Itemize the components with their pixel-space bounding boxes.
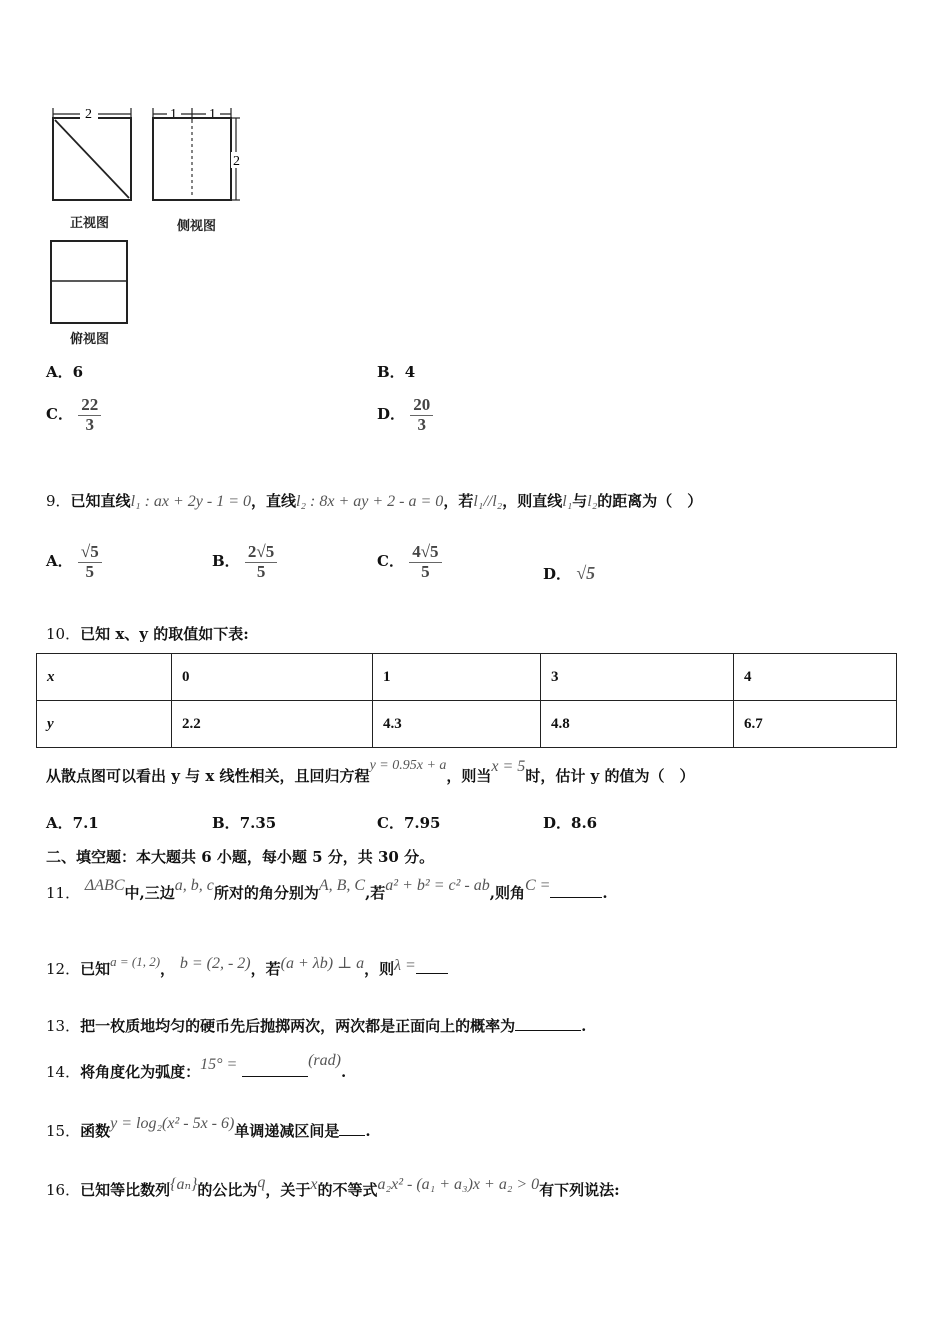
q8-option-a[interactable]: A．6 <box>46 363 84 381</box>
q9-option-a[interactable]: A． $\frac{√5}{5}$ <box>46 543 102 581</box>
table-row: y 2.2 4.3 4.8 6.7 <box>37 701 897 748</box>
answer-blank[interactable] <box>242 1062 308 1077</box>
q9-stem: 9．已知直线l₁ : ax + 2y - 1 = 0，直线l₂ : 8x + ay + 2 - a = 0，若l₁//l₂，则直线l₁与l₂的距离为（ ） <box>46 492 703 510</box>
q8-option-d-fraction: $\frac{20}{3}$ <box>410 396 433 434</box>
three-view-figure <box>40 96 260 351</box>
section-heading: 二、填空题：本大题共 6 小题，每小题 5 分，共 30 分。 <box>46 848 435 866</box>
q8-option-c[interactable]: C． $\frac{22}{3}$ <box>46 396 101 434</box>
q9-option-b[interactable]: B． $\frac{2√5}{5}$ <box>212 543 277 581</box>
q12: 12．已知a = (1, 2)， b = (2, - 2)，若(a + λb) ⊥ a，则λ = <box>46 958 448 979</box>
dim-front-width: 2 <box>85 107 92 122</box>
answer-blank[interactable] <box>416 959 448 974</box>
q10-option-c[interactable]: C．7.95 <box>377 814 441 832</box>
q10-table <box>36 653 897 748</box>
q10-regression-line: 从散点图可以看出 y 与 x 线性相关，且回归方程y = 0.95x + a，则当x = 5时，估计 y 的值为（ ） <box>46 758 695 785</box>
answer-blank[interactable] <box>339 1121 365 1136</box>
q8-option-b[interactable]: B．4 <box>377 363 416 381</box>
front-view-label: 正视图 <box>70 216 110 231</box>
answer-blank[interactable] <box>515 1016 581 1031</box>
q8-option-d[interactable]: D． $\frac{20}{3}$ <box>377 396 433 434</box>
dim-side-right: 1 <box>209 107 216 122</box>
q13: 13．把一枚质地均匀的硬币先后抛掷两次，两次都是正面向上的概率为 . <box>46 1017 587 1035</box>
side-view-label: 侧视图 <box>177 219 217 234</box>
q10-option-a[interactable]: A．7.1 <box>46 814 99 832</box>
q10-option-b[interactable]: B．7.35 <box>212 814 277 832</box>
q9-option-a-fraction: $\frac{√5}{5}$ <box>78 543 102 581</box>
side-view <box>153 107 243 234</box>
q9-option-c-fraction: $\frac{4√5}{5}$ <box>409 543 441 581</box>
q11: 11． ΔABC中,三边a, b, c所对的角分别为A, B, C,若a² + b² = c² - ab,则角C = . <box>46 877 608 902</box>
dim-side-height: 2 <box>233 154 240 169</box>
q16: 16．已知等比数列{aₙ}的公比为q，关于x的不等式a₂x² - (a₁ + a₃)x + a₂ > 0有下列说法: <box>46 1174 620 1199</box>
q9-option-b-fraction: $\frac{2√5}{5}$ <box>245 543 277 581</box>
q9-option-c[interactable]: C． $\frac{4√5}{5}$ <box>377 543 442 581</box>
q14: 14．将角度化为弧度：15° = (rad). <box>46 1052 347 1081</box>
q10-option-d[interactable]: D．8.6 <box>543 814 598 832</box>
dim-side-left: 1 <box>170 107 177 122</box>
q8-option-c-fraction: $\frac{22}{3}$ <box>78 396 101 434</box>
top-view-label: 俯视图 <box>70 332 110 347</box>
top-view <box>51 241 127 347</box>
q9-option-d[interactable]: D． √5 <box>543 563 596 583</box>
table-row: x 0 1 3 4 <box>37 654 897 701</box>
answer-blank[interactable] <box>550 883 602 898</box>
q10-stem: 10．已知 x、y 的取值如下表: <box>46 625 249 643</box>
front-view <box>53 106 131 231</box>
q15: 15．函数y = log₂(x² - 5x - 6)单调递减区间是 . <box>46 1115 371 1140</box>
